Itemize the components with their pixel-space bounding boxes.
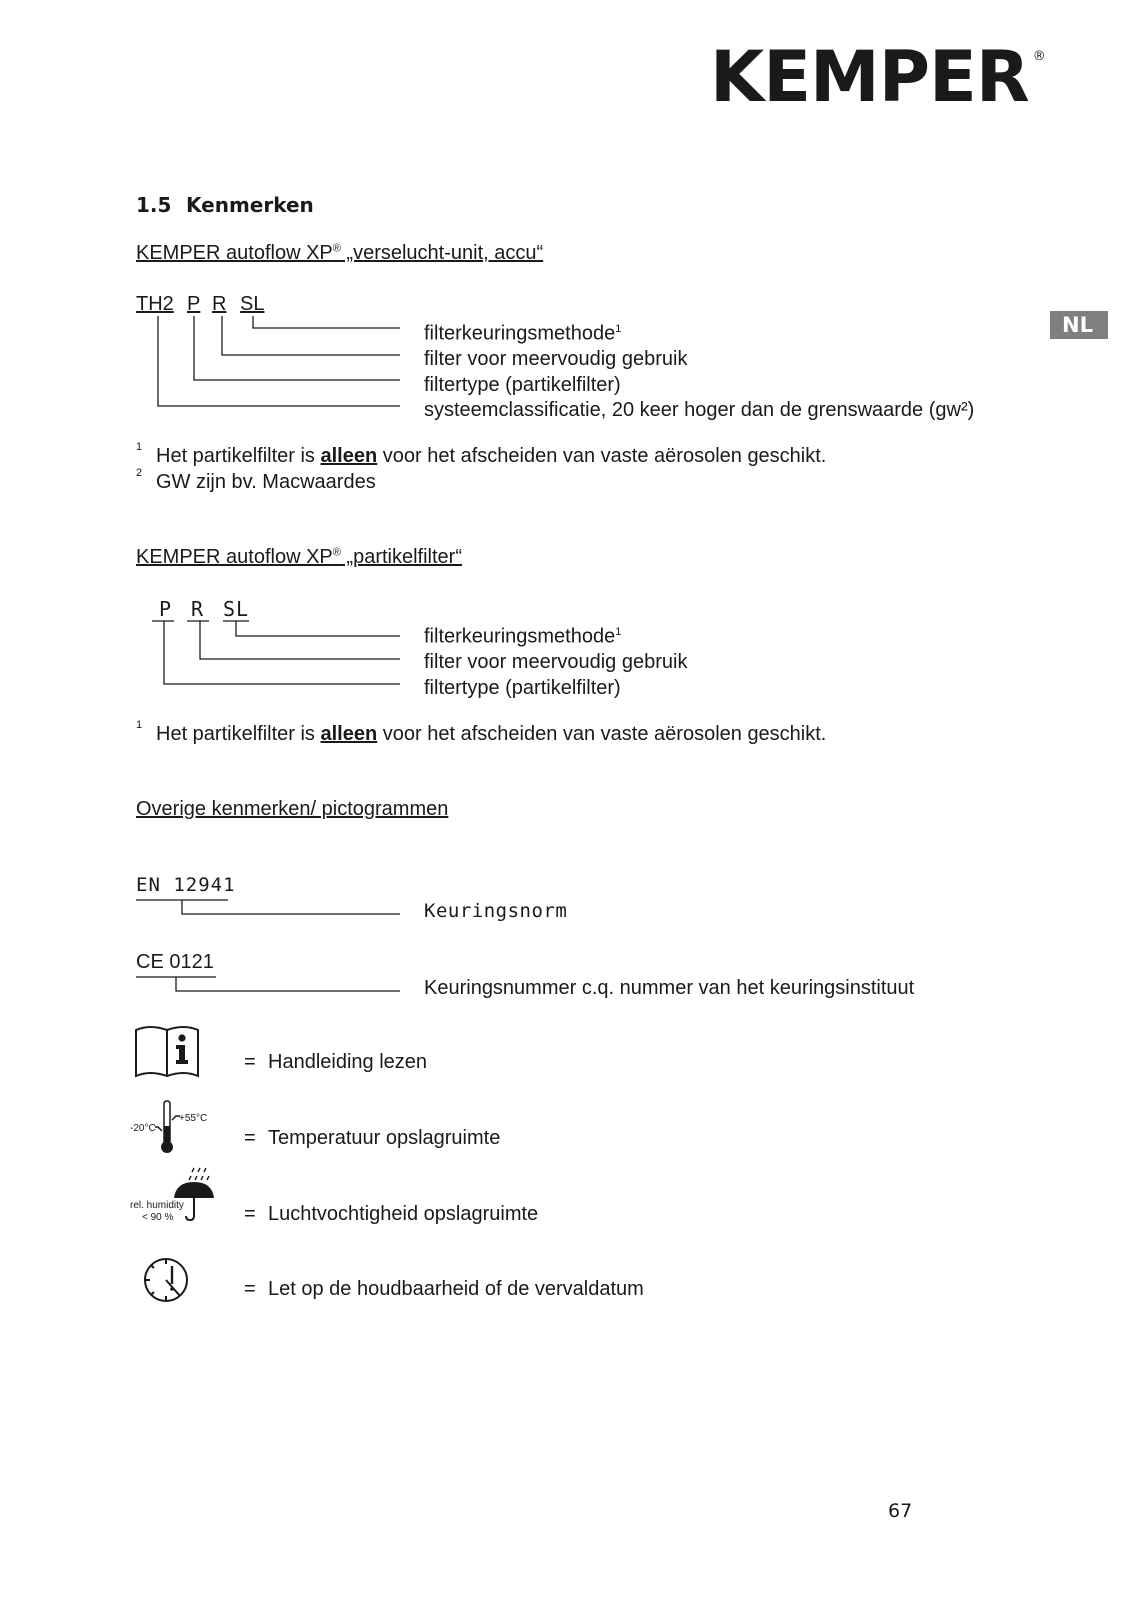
ce-code: CE 0121 bbox=[136, 951, 214, 973]
umbrella-rain-icon: rel. humidity < 90 % bbox=[128, 1164, 220, 1226]
legend-item: systeemclassificatie, 20 keer hoger dan de grenswaarde (gw²) bbox=[424, 399, 975, 422]
legend-item: filterkeuringsmethode$^1$ bbox=[424, 322, 622, 345]
kemper-logo: KEMPER ® bbox=[710, 36, 1045, 118]
block1-code bbox=[0, 293, 400, 319]
legend-item: filterkeuringsmethode$^1$ bbox=[424, 625, 622, 648]
code-p: P bbox=[187, 293, 201, 315]
legend-item: filter voor meervoudig gebruik bbox=[424, 651, 688, 674]
code-sl: SL bbox=[240, 293, 265, 315]
en-label: Keuringsnorm bbox=[424, 900, 568, 922]
legend-item: filtertype (partikelfilter) bbox=[424, 373, 621, 396]
legend-item: filter voor meervoudig gebruik bbox=[424, 348, 688, 371]
block1-legend bbox=[424, 317, 974, 424]
pictogram-row: = Let op de houdbaarheid of de vervaldatum bbox=[244, 1278, 644, 1300]
code-p: P bbox=[159, 597, 173, 621]
pictogram-row: = Handleiding lezen bbox=[244, 1051, 428, 1073]
legend-item: filtertype (partikelfilter) bbox=[424, 676, 621, 699]
pictogram-row: = Luchtvochtigheid opslagruimte bbox=[244, 1203, 539, 1225]
code-th2: TH2 bbox=[136, 293, 174, 315]
thermometer-icon: -20°C +55°C bbox=[128, 1100, 220, 1156]
block2-subtitle: KEMPER autoflow XP® „partikelfilter“ bbox=[136, 546, 462, 568]
block2-code bbox=[0, 597, 400, 623]
block3-subtitle: Overige kenmerken/ pictogrammen bbox=[136, 798, 449, 820]
pictogram-row: = Temperatuur opslagruimte bbox=[244, 1127, 501, 1149]
manual-info-icon bbox=[134, 1024, 200, 1080]
section-title: Kenmerken bbox=[186, 193, 314, 217]
clock-warning-icon bbox=[142, 1256, 192, 1306]
code-sl: SL bbox=[223, 597, 250, 621]
language-tab: NL bbox=[1050, 311, 1108, 339]
block1-subtitle: KEMPER autoflow XP® „verselucht-unit, accu“ bbox=[136, 242, 544, 264]
ce-label: Keuringsnummer c.q. nummer van het keuringsinstituut bbox=[424, 977, 915, 999]
code-r: R bbox=[191, 597, 205, 621]
en-code: EN 12941 bbox=[136, 874, 236, 896]
page-number: 67 bbox=[888, 1500, 913, 1522]
code-r: R bbox=[212, 293, 227, 315]
section-number: 1.5 bbox=[136, 193, 172, 217]
block2-legend bbox=[424, 620, 687, 701]
